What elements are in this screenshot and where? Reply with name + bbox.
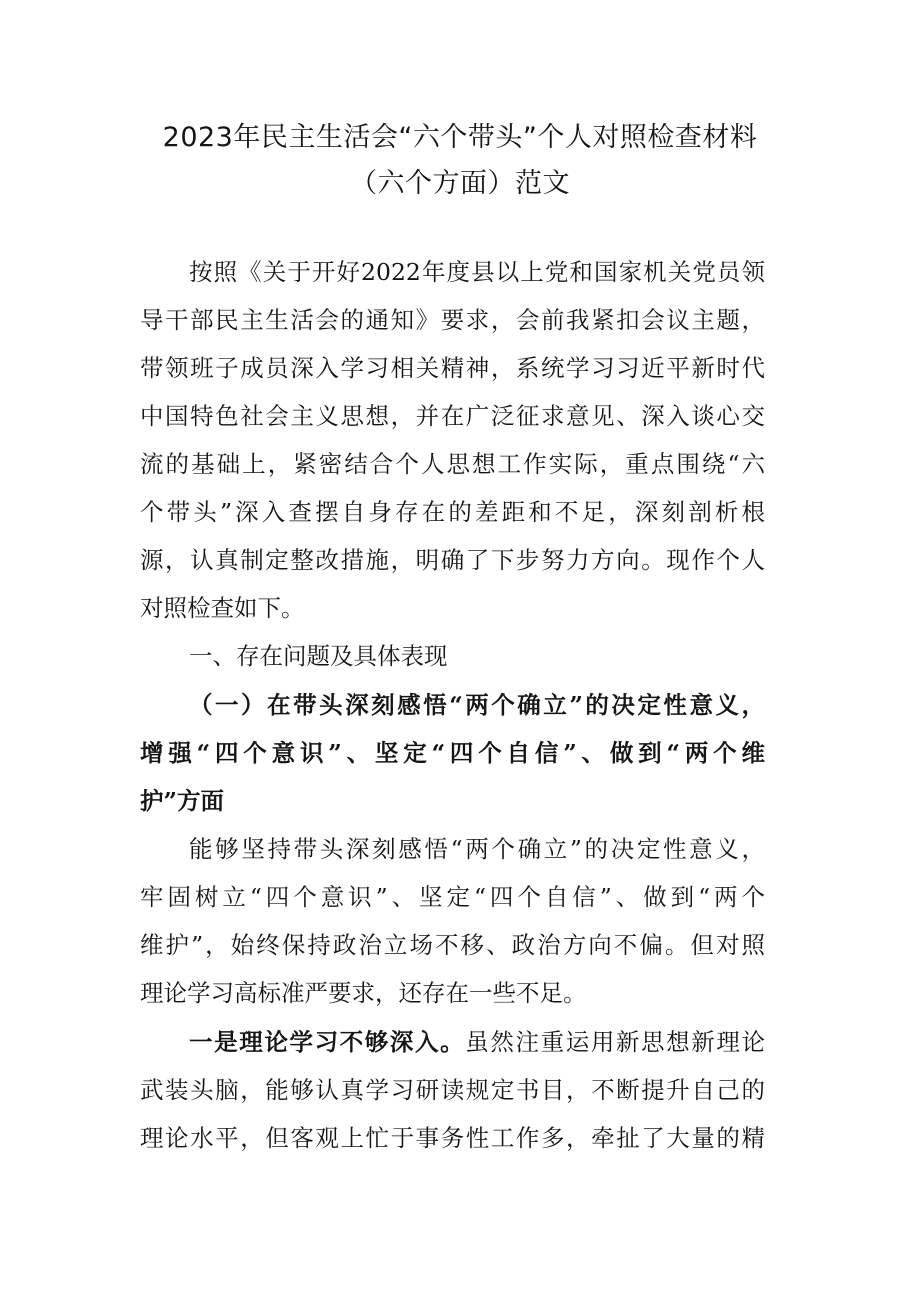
intro-line: 源，认真制定整改措施，明确了下步努力方向。现作个人 — [140, 546, 765, 574]
body-line: 理论学习高标准严要求，还存在一些不足。 — [140, 979, 587, 1007]
intro-line: 对照检查如下。 — [140, 594, 305, 622]
intro-line: 带领班子成员深入学习相关精神，系统学习习近平新时代 — [140, 354, 765, 382]
body-line: 牢固树立“四个意识”、坚定“四个自信”、做到“两个 — [140, 883, 765, 911]
subsection-heading-line: （一）在带头深刻感悟“两个确立”的决定性意义， — [189, 691, 765, 719]
point-text: 虽然注重运用新思想新理论 — [465, 1028, 765, 1056]
point-first-line — [189, 1025, 765, 1059]
document-title-line-2: （六个方面）范文 — [350, 168, 570, 199]
subsection-heading-line: 护”方面 — [140, 787, 225, 815]
intro-line: 个带头”深入查摆自身存在的差距和不足，深刻剖析根 — [140, 498, 765, 526]
point-line: 武装头脑，能够认真学习研读规定书目，不断提升自己的 — [140, 1076, 765, 1104]
section-heading: 一、存在问题及具体表现 — [189, 642, 448, 670]
intro-line: 中国特色社会主义思想，并在广泛征求意见、深入谈心交 — [140, 402, 765, 430]
intro-line: 按照《关于开好2022年度县以上党和国家机关党员领 — [189, 258, 765, 286]
subsection-heading-line: 增强“四个意识”、坚定“四个自信”、做到“两个维 — [140, 739, 765, 767]
point-lead: 一是理论学习不够深入。 — [189, 1028, 466, 1056]
intro-line: 流的基础上，紧密结合个人思想工作实际，重点围绕“六 — [140, 450, 765, 478]
document-title-line-1: 2023年民主生活会“六个带头”个人对照检查材料 — [162, 122, 758, 153]
intro-line: 导干部民主生活会的通知》要求，会前我紧扣会议主题， — [140, 306, 765, 334]
body-line: 维护”，始终保持政治立场不移、政治方向不偏。但对照 — [140, 931, 765, 959]
point-line: 理论水平，但客观上忙于事务性工作多，牵扯了大量的精 — [140, 1124, 765, 1152]
body-line: 能够坚持带头深刻感悟“两个确立”的决定性意义， — [189, 835, 765, 863]
